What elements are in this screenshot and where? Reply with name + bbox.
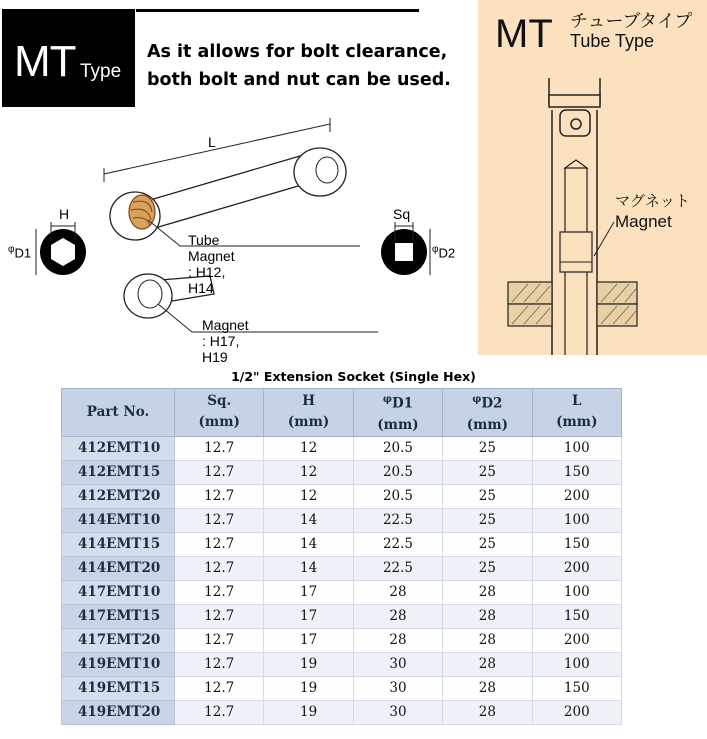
header-unit: (mm)	[556, 414, 598, 431]
tube-panel-title: MT	[495, 12, 553, 56]
cell-d2: 28	[443, 580, 532, 604]
cell-sq: 12.7	[175, 484, 264, 508]
cell-h: 19	[264, 652, 353, 676]
cell-d2: 28	[443, 652, 532, 676]
d2-text: D2	[438, 245, 456, 261]
cell-d1: 28	[353, 604, 442, 628]
d2-label	[432, 244, 455, 260]
table-row	[62, 508, 622, 532]
cell-part-no: 412EMT20	[62, 484, 175, 508]
cell-sq: 12.7	[175, 700, 264, 724]
cell-sq: 12.7	[175, 628, 264, 652]
cell-d2: 28	[443, 628, 532, 652]
cell-d1: 22.5	[353, 556, 442, 580]
cell-d1: 30	[353, 700, 442, 724]
cell-d2: 25	[443, 532, 532, 556]
magnet-label-jp: マグネット	[615, 193, 690, 210]
cell-sq: 12.7	[175, 604, 264, 628]
cell-sq: 12.7	[175, 532, 264, 556]
header-d1	[353, 389, 442, 437]
header-unit: (mm)	[466, 416, 509, 433]
cell-part-no: 417EMT20	[62, 628, 175, 652]
header-label: $^\varphi$D1	[382, 394, 414, 412]
tube-type-panel	[478, 0, 707, 355]
cell-l: 200	[532, 700, 621, 724]
length-label: L	[208, 134, 216, 150]
cell-l: 200	[532, 628, 621, 652]
cell-d2: 25	[443, 508, 532, 532]
cell-sq: 12.7	[175, 460, 264, 484]
cell-d1: 28	[353, 580, 442, 604]
phi-symbol: φ	[382, 394, 392, 405]
header-part-no	[62, 389, 175, 437]
cell-d1: 20.5	[353, 484, 442, 508]
cell-l: 150	[532, 604, 621, 628]
header-d2	[443, 389, 532, 437]
header-label: L	[572, 393, 582, 410]
cell-sq: 12.7	[175, 556, 264, 580]
header-sq	[175, 389, 264, 437]
cell-d2: 28	[443, 604, 532, 628]
cell-h: 14	[264, 508, 353, 532]
cell-l: 150	[532, 532, 621, 556]
d1-label	[8, 244, 31, 260]
cell-d2: 25	[443, 460, 532, 484]
tube-panel-english: Tube Type	[570, 31, 655, 51]
cell-part-no: 417EMT10	[62, 580, 175, 604]
badge-subtitle: Type	[80, 61, 122, 82]
spec-table	[61, 388, 622, 725]
cell-h: 17	[264, 604, 353, 628]
badge-title: MT	[14, 37, 76, 86]
table-title: 1/2" Extension Socket (Single Hex)	[231, 369, 476, 384]
table-row	[62, 628, 622, 652]
cell-part-no: 414EMT10	[62, 508, 175, 532]
cell-part-no: 419EMT15	[62, 676, 175, 700]
description-line-2: both bolt and nut can be used.	[147, 70, 451, 90]
cell-h: 12	[264, 436, 353, 460]
cell-part-no: 414EMT15	[62, 532, 175, 556]
d1-text: D1	[14, 245, 32, 261]
phi-symbol: φ	[8, 244, 15, 255]
cell-sq: 12.7	[175, 508, 264, 532]
cell-sq: 12.7	[175, 676, 264, 700]
cell-d2: 25	[443, 484, 532, 508]
square-label: Sq	[393, 206, 411, 222]
cell-d1: 22.5	[353, 508, 442, 532]
cell-h: 14	[264, 532, 353, 556]
cell-d2: 28	[443, 676, 532, 700]
cell-l: 100	[532, 508, 621, 532]
cell-d1: 30	[353, 652, 442, 676]
header-row	[62, 389, 622, 437]
header-label: $^\varphi$D2	[472, 394, 503, 412]
header-unit: (mm)	[287, 414, 330, 431]
magnet-note: Magnet : H17, H19	[202, 317, 249, 365]
header-rule	[136, 9, 419, 12]
cell-l: 150	[532, 676, 621, 700]
table-row	[62, 580, 622, 604]
table-row	[62, 652, 622, 676]
cell-h: 14	[264, 556, 353, 580]
header-label: Sq.	[207, 393, 232, 410]
header-label: Part No.	[86, 403, 150, 420]
tube-magnet-note: Tube Magnet : H12, H14	[188, 232, 235, 296]
cell-d1: 20.5	[353, 460, 442, 484]
cell-sq: 12.7	[175, 652, 264, 676]
cell-h: 19	[264, 676, 353, 700]
cell-h: 19	[264, 700, 353, 724]
phi-symbol: φ	[472, 394, 482, 405]
cell-part-no: 419EMT20	[62, 700, 175, 724]
cell-sq: 12.7	[175, 436, 264, 460]
table-body	[62, 436, 622, 724]
tube-cross-section-illustration	[478, 0, 707, 355]
header-unit: (mm)	[198, 414, 240, 431]
cell-h: 12	[264, 460, 353, 484]
table-row	[62, 484, 622, 508]
cell-part-no: 414EMT20	[62, 556, 175, 580]
cell-sq: 12.7	[175, 580, 264, 604]
table-row	[62, 604, 622, 628]
header-unit: (mm)	[377, 416, 419, 433]
cell-l: 200	[532, 484, 621, 508]
table-row	[62, 700, 622, 724]
cell-h: 17	[264, 628, 353, 652]
cell-h: 12	[264, 484, 353, 508]
cell-d1: 28	[353, 628, 442, 652]
table-row	[62, 532, 622, 556]
cell-l: 200	[532, 556, 621, 580]
hex-label: H	[59, 206, 70, 222]
cell-l: 100	[532, 580, 621, 604]
cell-l: 100	[532, 652, 621, 676]
header-label: H	[302, 393, 315, 410]
phi-symbol: φ	[432, 244, 439, 255]
header-h	[264, 389, 353, 437]
cell-d2: 25	[443, 436, 532, 460]
tube-panel-japanese: チューブタイプ	[570, 11, 693, 31]
header-l	[532, 389, 621, 437]
description	[147, 38, 467, 94]
cell-l: 100	[532, 436, 621, 460]
cell-d2: 25	[443, 556, 532, 580]
cell-part-no: 412EMT15	[62, 460, 175, 484]
cell-d2: 28	[443, 700, 532, 724]
cell-d1: 30	[353, 676, 442, 700]
table-row	[62, 460, 622, 484]
mt-type-badge	[2, 9, 135, 107]
table-row	[62, 556, 622, 580]
cell-part-no: 419EMT10	[62, 652, 175, 676]
cell-part-no: 412EMT10	[62, 436, 175, 460]
cell-d1: 20.5	[353, 436, 442, 460]
table-header	[62, 389, 622, 437]
magnet-label-en: Magnet	[615, 212, 672, 231]
cell-l: 150	[532, 460, 621, 484]
cell-h: 17	[264, 580, 353, 604]
table-row	[62, 676, 622, 700]
cell-part-no: 417EMT15	[62, 604, 175, 628]
description-line-1: As it allows for bolt clearance,	[147, 42, 448, 62]
cell-d1: 22.5	[353, 532, 442, 556]
table-row	[62, 436, 622, 460]
